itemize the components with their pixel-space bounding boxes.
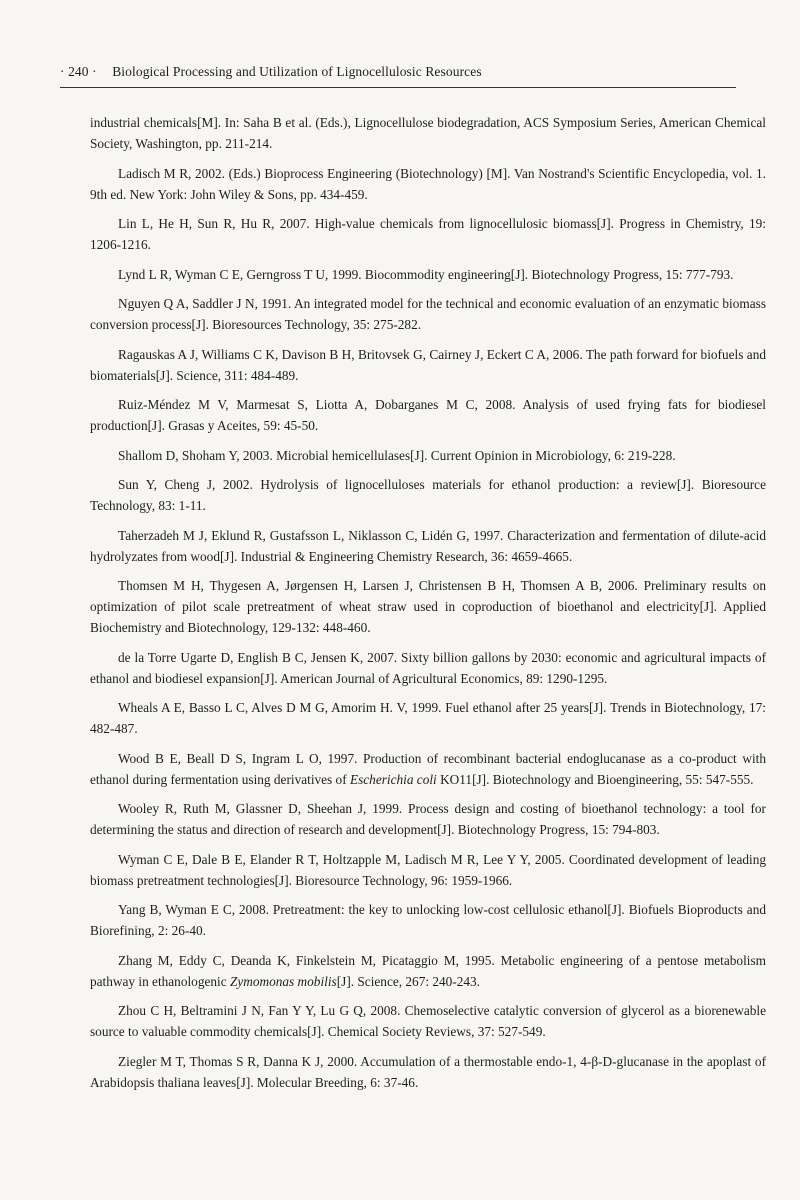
reference-text: Zhang M, Eddy C, Deanda K, Finkelstein M, Picataggio M, 1995. Metabolic engineering of a pentose metabolism pathway in ethanologenic <box>90 952 766 989</box>
running-header <box>60 64 736 88</box>
reference-entry: Lin L, He H, Sun R, Hu R, 2007. High-value chemicals from lignocellulosic biomass[J]. Progress in Chemistry, 19: 1206-1216. <box>90 216 766 252</box>
reference-text: KO11[J]. Biotechnology and Bioengineering, 55: 547-555. <box>436 771 754 787</box>
reference-entry: Sun Y, Cheng J, 2002. Hydrolysis of lignocelluloses materials for ethanol production: a review[J]. Bioresource Technology, 83: 1-11. <box>90 477 766 513</box>
reference-entry: Ragauskas A J, Williams C K, Davison B H, Britovsek G, Cairney J, Eckert C A, 2006. The path forward for biofuels and biomaterials[J]. Science, 311: 484-489. <box>90 346 766 383</box>
reference-entry: Wyman C E, Dale B E, Elander R T, Holtzapple M, Ladisch M R, Lee Y Y, 2005. Coordinated development of leading biomass pretreatment technologies[J]. Bioresource Technology, 96: 1959-1966. <box>90 851 766 888</box>
reference-italic-term: Escherichia coli <box>349 771 437 787</box>
reference-entry: Ladisch M R, 2002. (Eds.) Bioprocess Engineering (Biotechnology) [M]. Van Nostrand's Scientific Encyclopedia, vol. 1. 9th ed. New York: John Wiley & Sons, pp. 434-459. <box>90 165 766 202</box>
reference-text: [J]. Science, 267: 240-243. <box>336 973 480 989</box>
reference-entry: Ruiz-Méndez M V, Marmesat S, Liotta A, Dobarganes M C, 2008. Analysis of used frying fats for biodiesel production[J]. Grasas y Aceites, 59: 45-50. <box>90 397 766 433</box>
reference-text: Wood B E, Beall D S, Ingram L O, 1997. Production of recombinant bacterial endoglucanase as a co-product with ethanol during fermentation using derivatives of <box>90 750 766 787</box>
reference-entry: Zhou C H, Beltramini J N, Fan Y Y, Lu G Q, 2008. Chemoselective catalytic conversion of glycerol as a biorenewable source to valuable commodity chemicals[J]. Chemical Society Reviews, 37: 527-549. <box>90 1003 766 1039</box>
reference-entry: Wooley R, Ruth M, Glassner D, Sheehan J, 1999. Process design and costing of bioethanol technology: a tool for determining the status and direction of research and development[J]. Biotechnology Progress, 15: 794-803. <box>90 801 766 837</box>
running-title: Biological Processing and Utilization of Lignocellulosic Resources <box>112 64 482 79</box>
reference-entry: Yang B, Wyman E C, 2008. Pretreatment: the key to unlocking low-cost cellulosic ethanol[J]. Biofuels Bioproducts and Biorefining, 2: 26-40. <box>90 902 766 938</box>
reference-entry: Ziegler M T, Thomas S R, Danna K J, 2000. Accumulation of a thermostable endo-1, 4-β-D-glucanase in the apoplast of Arabidopsis thaliana leaves[J]. Molecular Breeding, 6: 37-46. <box>90 1053 766 1090</box>
reference-entry <box>90 748 766 790</box>
reference-entry: de la Torre Ugarte D, English B C, Jensen K, 2007. Sixty billion gallons by 2030: economic and agricultural impacts of ethanol and biodiesel expansion[J]. American Journal of Agricultural Economics, 89: 1290-1295. <box>90 649 766 686</box>
reference-entry: Nguyen Q A, Saddler J N, 1991. An integrated model for the technical and economic evaluation of an enzymatic biomass conversion process[J]. Bioresources Technology, 35: 275-282. <box>90 296 766 332</box>
reference-entry: Shallom D, Shoham Y, 2003. Microbial hemicellulases[J]. Current Opinion in Microbiology, 6: 219-228. <box>118 447 676 463</box>
reference-list <box>90 112 766 1101</box>
reference-entry: Thomsen M H, Thygesen A, Jørgensen H, Larsen J, Christensen B H, Thomsen A B, 2006. Preliminary results on optimization of pilot scale pretreatment of wheat straw used in coproduction of bioethanol and electricity[J]. Applied Biochemistry and Biotechnology, 129-132: 448-460. <box>90 578 766 635</box>
reference-italic-term: Zymomonas mobilis <box>229 973 337 989</box>
reference-entry: industrial chemicals[M]. In: Saha B et al. (Eds.), Lignocellulose biodegradation, ACS Symposium Series, American Chemical Society, Washington, pp. 211-214. <box>90 115 766 151</box>
reference-entry: Taherzadeh M J, Eklund R, Gustafsson L, Niklasson C, Lidén G, 1997. Characterization and fermentation of dilute-acid hydrolyzates from wood[J]. Industrial & Engineering Chemistry Research, 36: 4659-4665. <box>90 527 766 564</box>
reference-entry <box>90 950 766 992</box>
reference-entry: Wheals A E, Basso L C, Alves D M G, Amorim H. V, 1999. Fuel ethanol after 25 years[J]. Trends in Biotechnology, 17: 482-487. <box>90 700 766 736</box>
page-number: · 240 · <box>60 64 97 79</box>
reference-entry: Lynd L R, Wyman C E, Gerngross T U, 1999. Biocommodity engineering[J]. Biotechnology Progress, 15: 777-793. <box>118 266 734 282</box>
